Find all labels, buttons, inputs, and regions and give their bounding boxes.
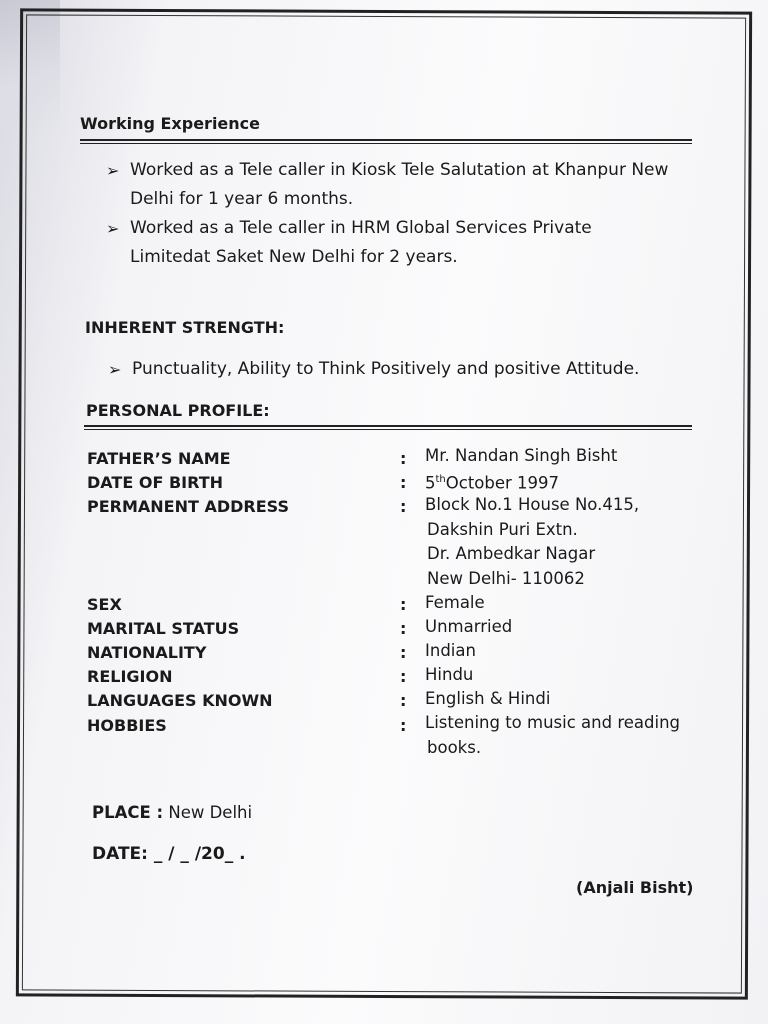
address-label: PERMANENT ADDRESS (87, 497, 289, 516)
religion-value: Hindu (425, 665, 474, 684)
strength-item-1-text: Punctuality, Ability to Think Positively and positive Attitude. (132, 359, 640, 379)
colon: : (400, 497, 407, 516)
working-experience-heading: Working Experience (80, 114, 261, 133)
nationality-label: NATIONALITY (87, 643, 207, 662)
religion-label: RELIGION (87, 667, 173, 686)
dob-day: 5 (425, 473, 436, 493)
colon: : (400, 691, 407, 710)
colon: : (400, 619, 407, 638)
place-value: New Delhi (168, 803, 253, 822)
working-experience-rule (80, 139, 692, 144)
dob-suffix: th (435, 474, 446, 485)
marital-status-value: Unmarried (425, 617, 513, 636)
experience-item-2-line-2: Limitedat Saket New Delhi for 2 years. (130, 247, 458, 267)
colon: : (400, 643, 407, 662)
hobbies-label: HOBBIES (87, 716, 167, 735)
hobbies-line-1: Listening to music and reading (425, 713, 681, 732)
experience-item-1-line-1: Worked as a Tele caller in Kiosk Tele Salutation at Khanpur New (130, 160, 669, 180)
address-value (425, 493, 639, 591)
colon: : (400, 667, 407, 686)
languages-value: English & Hindi (425, 689, 551, 708)
nationality-value: Indian (425, 641, 476, 660)
personal-profile-heading: PERSONAL PROFILE: (86, 401, 270, 420)
experience-item-1 (106, 156, 706, 216)
fathers-name-label: FATHER’S NAME (87, 449, 231, 468)
place-line (92, 803, 252, 822)
dob-value (425, 468, 559, 496)
personal-profile-rule (84, 425, 692, 430)
languages-label: LANGUAGES KNOWN (87, 691, 273, 710)
colon: : (400, 595, 407, 614)
fathers-name-value: Mr. Nandan Singh Bisht (425, 446, 618, 465)
dob-label: DATE OF BIRTH (87, 473, 223, 492)
colon: : (400, 716, 407, 735)
address-line-3: Dr. Ambedkar Nagar (427, 544, 596, 563)
address-line-1: Block No.1 House No.415, (425, 495, 640, 514)
experience-item-2-line-1: Worked as a Tele caller in HRM Global Services Private (130, 218, 592, 238)
marital-status-label: MARITAL STATUS (87, 619, 240, 638)
strength-item-1 (108, 355, 708, 385)
sex-label: SEX (87, 595, 122, 614)
arrow-bullet-icon: ➢ (106, 161, 120, 180)
address-line-4: New Delhi- 110062 (427, 568, 585, 588)
place-label: PLACE : (92, 803, 164, 822)
arrow-bullet-icon: ➢ (106, 219, 120, 238)
colon: : (400, 473, 407, 492)
date-line: DATE: _ / _ /20_ . (92, 844, 246, 864)
experience-item-2 (106, 214, 706, 274)
hobbies-value (425, 711, 680, 760)
sex-value: Female (425, 593, 485, 612)
colon: : (400, 449, 407, 468)
inherent-strength-heading: INHERENT STRENGTH: (85, 318, 285, 337)
address-line-2: Dakshin Puri Extn. (427, 519, 578, 539)
hobbies-line-2: books. (427, 737, 482, 757)
dob-month-year: October 1997 (445, 473, 560, 493)
experience-item-1-line-2: Delhi for 1 year 6 months. (130, 189, 354, 209)
arrow-bullet-icon: ➢ (108, 360, 122, 379)
signature-name: (Anjali Bisht) (576, 878, 694, 897)
